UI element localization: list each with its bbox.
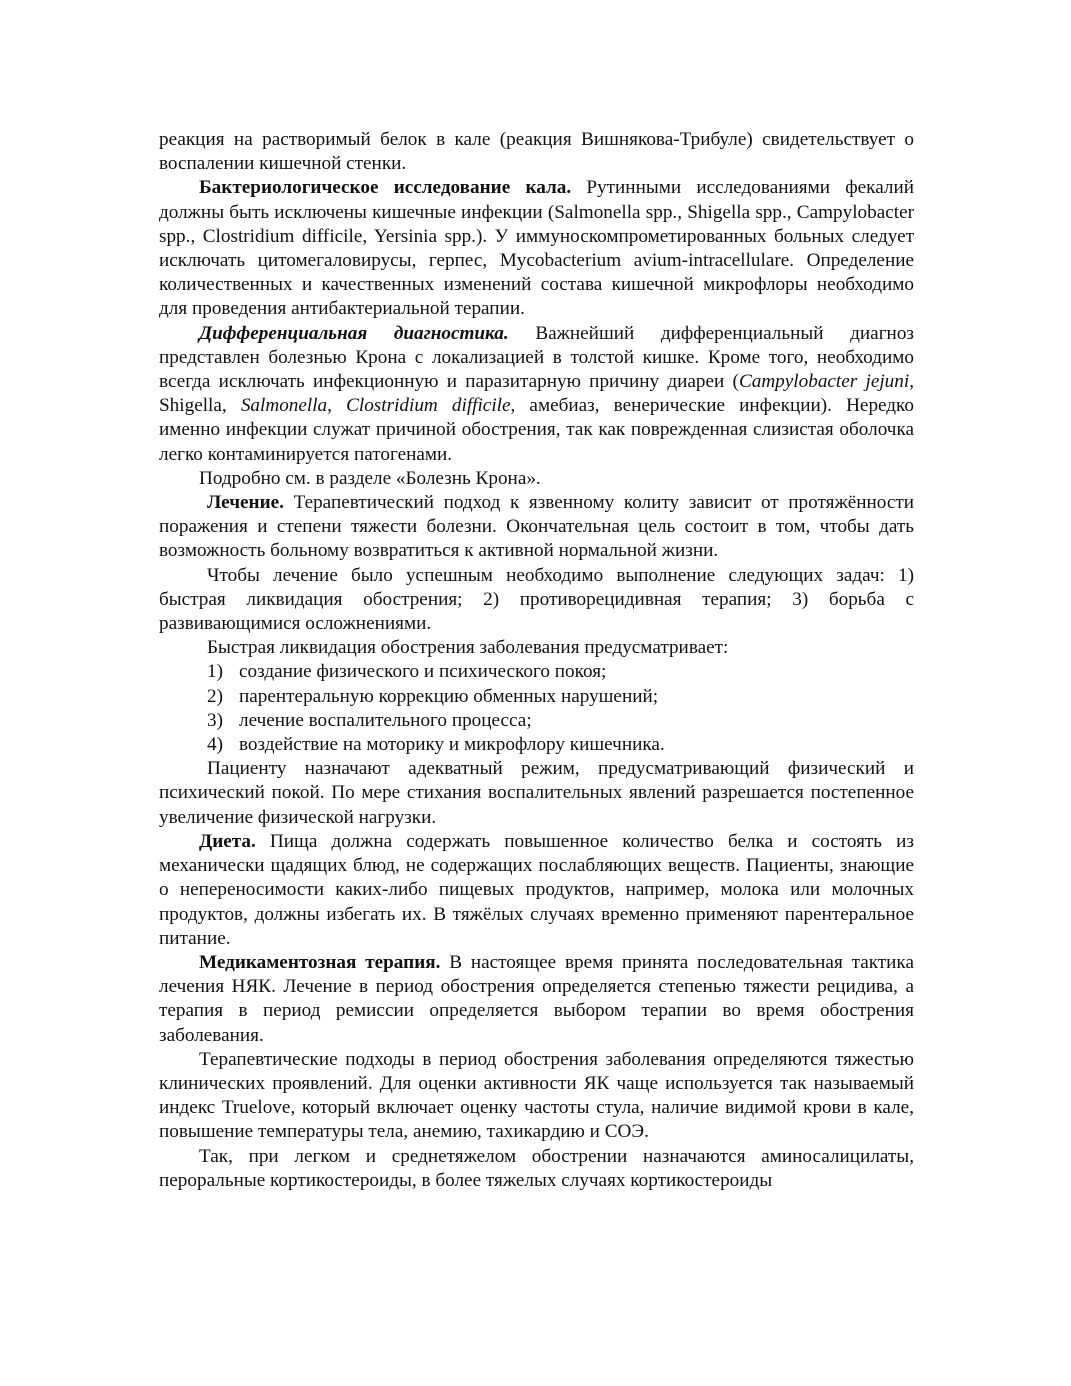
heading-drug-therapy: Медикаментозная терапия.: [199, 951, 441, 973]
text-differential-3: ,: [327, 395, 347, 417]
list-item-number: 1): [207, 661, 223, 683]
list-item-number: 3): [207, 709, 223, 731]
document-page: [159, 128, 914, 1193]
list-item-text: парентеральную коррекцию обменных нарушений;: [239, 685, 659, 707]
text-differential-4: , амебиаз, венерические инфекции). Нередко именно инфекции служат причиной обострения, так как поврежденная слизистая оболочка легко контаминируется патогенами.: [159, 395, 915, 465]
list-item: [159, 685, 914, 709]
list-item: [159, 709, 914, 733]
paragraph-crohn-reference: Подробно см. в разделе «Болезнь Крона».: [199, 467, 541, 489]
list-item-number: 4): [207, 734, 223, 756]
text-treatment: Терапевтический подход к язвенному колиту зависит от протяжённости поражения и степени тяжести болезни. Окончательная цель состоит в том, чтобы дать возможность больному возвратиться к активной нормальной жизни.: [159, 492, 914, 562]
text-differential-2: , Shigella,: [159, 371, 914, 417]
heading-treatment: Лечение.: [207, 492, 284, 514]
list-item-text: воздействие на моторику и микрофлору кишечника.: [239, 734, 665, 756]
paragraph-exacerbation-intro: Быстрая ликвидация обострения заболевания предусматривает:: [207, 637, 729, 659]
heading-bacteriology: Бактериологическое исследование кала.: [199, 177, 572, 199]
list-item-text: лечение воспалительного процесса;: [239, 709, 532, 731]
paragraph-drug-therapy: [159, 951, 914, 1048]
paragraph-truelove-index: Терапевтические подходы в период обострения заболевания определяются тяжестью клинических проявлений. Для оценки активности ЯК чаще используется так называемый индекс Truelove, который включает оценку частоты стула, наличие видимой крови в кале, повышение температуры тела, анемию, тахикардию и СОЭ.: [159, 1048, 914, 1143]
list-item-number: 2): [207, 685, 223, 707]
text-differential-1: Важнейший дифференциальный диагноз представлен болезнью Крона с локализацией в толстой кишке. Кроме того, необходимо всегда исключать инфекционную и паразитарную причину диареи (: [159, 322, 915, 393]
paragraph-diet: [159, 830, 914, 951]
heading-diet: Диета.: [199, 830, 256, 852]
heading-differential-diagnosis: Дифференциальная диагностика.: [199, 322, 509, 344]
list-item-text: создание физического и психического покоя;: [239, 661, 607, 683]
paragraph-aminosalicylates: Так, при легком и среднетяжелом обострении назначаются аминосалицилаты, пероральные кортикостероиды, в более тяжелых случаях кортикостероиды: [159, 1145, 914, 1191]
text-diet: Пища должна содержать повышенное количество белка и состоять из механически щадящих блюд, не содержащих послабляющих веществ. Пациенты, знающие о непереносимости каких-либо пищевых продуктов, например, молока или молочных продуктов, должны избегать их. В тяжёлых случаях временно применяют парентеральное питание.: [159, 830, 914, 949]
paragraph-differential-diagnosis: [159, 322, 914, 467]
paragraph-stool-reaction: реакция на растворимый белок в кале (реакция Вишнякова-Трибуле) свидетельствует о воспалении кишечной стенки.: [159, 129, 914, 175]
italic-salmonella: Salmonella: [240, 395, 328, 417]
italic-clostridium: Clostridium difficile: [346, 395, 511, 417]
list-item: [159, 660, 914, 684]
text-drug-therapy: В настоящее время принята последовательная тактика лечения НЯК. Лечение в период обострения определяется степенью тяжести рецидива, а терапия в период ремиссии определяется выбором терапии во время обострения заболевания.: [159, 951, 914, 1046]
text-bacteriology: Рутинными исследованиями фекалий должны быть исключены кишечные инфекции (Salmonella spp., Shigella spp., Campylobacter spp., Clostridium difficile, Yersinia spp.). У иммуноскомпрометированных больных следует исключать цитомегаловирусы, герпес, Mycobacterium avium-intracellulare. Определение количественных и качественных изменений состава кишечной микрофлоры необходимо для проведения антибактериальной терапии.: [159, 177, 914, 320]
italic-campylobacter: Campylobacter jejuni: [738, 371, 910, 393]
paragraph-regimen: Пациенту назначают адекватный режим, предусматривающий физический и психический покой. По мере стихания воспалительных явлений разрешается постепенное увеличение физической нагрузки.: [159, 758, 914, 828]
paragraph-bacteriology: [159, 176, 914, 321]
list-item: [159, 733, 914, 757]
paragraph-treatment: [159, 491, 914, 564]
exacerbation-measures-list: [159, 660, 914, 757]
paragraph-treatment-tasks: Чтобы лечение было успешным необходимо выполнение следующих задач: 1) быстрая ликвидация обострения; 2) противорецидивная терапия; 3) борьба с развивающимися осложнениями.: [159, 564, 914, 635]
